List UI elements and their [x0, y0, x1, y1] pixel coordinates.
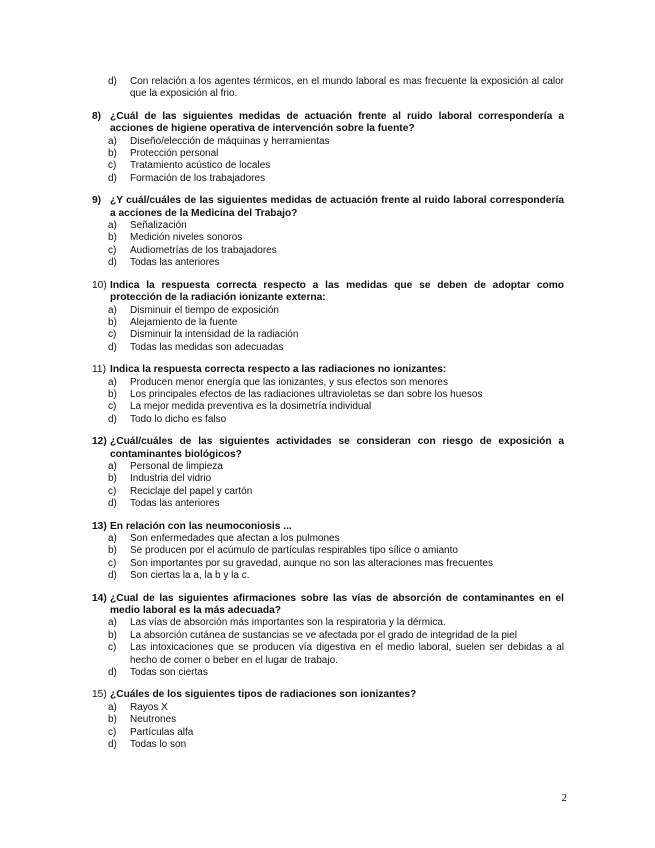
question-header	[92, 364, 564, 376]
option-item	[92, 389, 564, 401]
option-letter: d)	[108, 667, 117, 679]
option-text: Las vías de absorción más importantes son la respiratoria y la dérmica.	[130, 617, 446, 629]
option-text: Son enfermedades que afectan a los pulmones	[130, 533, 340, 544]
option-letter: a)	[108, 135, 117, 147]
option-letter: c)	[108, 329, 117, 341]
option-letter: d)	[108, 570, 117, 582]
option-text: Diseño/elección de máquinas y herramientas	[130, 135, 330, 147]
question-block	[92, 436, 564, 510]
option-text: Todas son ciertas	[130, 667, 208, 679]
question-text: Indica la respuesta correcta respecto a las medidas que se deben de adoptar como protección de la radiación ionizante externa:	[110, 279, 564, 304]
option-letter: b)	[108, 714, 117, 726]
option-item	[92, 461, 564, 473]
option-text: Los principales efectos de las radiaciones ultravioletas se dan sobre los huesos	[130, 388, 483, 400]
question-number: 14)	[92, 592, 107, 604]
option-letter: a)	[108, 460, 117, 472]
question-text: ¿Cuáles de los siguientes tipos de radiaciones son ionizantes?	[110, 689, 417, 701]
option-item	[92, 630, 564, 642]
option-item	[92, 305, 564, 317]
option-text: Todas las anteriores	[130, 257, 220, 269]
option-item	[92, 570, 564, 582]
option-text: Todas las medidas son adecuadas	[130, 341, 284, 353]
page-number: 2	[561, 792, 567, 804]
question-text: Indica la respuesta correcta respecto a las radiaciones no ionizantes:	[110, 364, 447, 376]
question-header	[92, 521, 564, 533]
option-text: Protección personal	[130, 148, 219, 160]
option-letter: c)	[108, 726, 117, 738]
question-block	[92, 689, 564, 751]
option-item	[92, 257, 564, 269]
question-header	[92, 593, 564, 618]
option-text: Señalización	[130, 220, 187, 232]
option-item	[92, 148, 564, 160]
option-letter: c)	[108, 557, 117, 569]
option-text: La absorción cutánea de sustancias se ve afectada por el grado de integridad de la piel	[130, 629, 517, 641]
option-text: Disminuir el tiempo de exposición	[130, 304, 279, 316]
option-item	[92, 136, 564, 148]
option-item	[92, 342, 564, 354]
option-letter: d)	[108, 76, 117, 87]
option-item	[92, 714, 564, 726]
option-item	[92, 414, 564, 426]
question-number: 9)	[92, 195, 102, 207]
option-text: Son importantes por su gravedad, aunque no son las alteraciones mas frecuentes	[130, 557, 493, 569]
option-item	[92, 220, 564, 232]
option-text: Todas lo son	[130, 739, 187, 751]
option-letter: b)	[108, 232, 117, 244]
option-text: Alejamiento de la fuente	[130, 316, 238, 328]
option-letter: a)	[108, 376, 117, 388]
question-number: 10)	[92, 279, 107, 291]
question-number: 8)	[92, 110, 102, 122]
option-text: Tratamiento acústico de locales	[130, 160, 271, 172]
option-item	[92, 498, 564, 510]
option-item	[92, 76, 564, 101]
option-item	[92, 545, 564, 557]
question-number: 15)	[92, 689, 107, 701]
option-letter: b)	[108, 545, 117, 557]
option-item	[92, 232, 564, 244]
option-text: Con relación a los agentes térmicos, en el mundo laboral es mas frecuente la exposición al calor que la exposición al frio.	[130, 76, 564, 100]
option-text: Las intoxicaciones que se producen vía digestiva en el medio laboral, suelen ser debidas a al hecho de comer o beber en el lugar de trabajo.	[130, 642, 564, 666]
question-text: En relación con las neumoconiosis ...	[110, 520, 292, 532]
question-header	[92, 689, 564, 701]
option-text: Formación de los trabajadores	[130, 172, 266, 184]
option-letter: b)	[108, 473, 117, 485]
option-letter: b)	[108, 388, 117, 400]
option-text: Partículas alfa	[130, 726, 194, 738]
option-item	[92, 473, 564, 485]
option-letter: b)	[108, 629, 117, 641]
question-text: ¿Cual de las siguientes afirmaciones sobre las vías de absorción de contaminantes en el medio laboral es la más adecuada?	[110, 592, 564, 617]
option-letter: a)	[108, 701, 117, 713]
option-item	[92, 617, 564, 629]
option-letter: d)	[108, 172, 117, 184]
option-text: Todo lo dicho es falso	[130, 413, 227, 425]
option-text: Son ciertas la a, la b y la c.	[130, 570, 250, 582]
question-block	[92, 364, 564, 426]
option-letter: c)	[108, 642, 117, 654]
option-text: Audiometrías de los trabajadores	[130, 244, 277, 256]
option-item	[92, 329, 564, 341]
question-number: 11)	[92, 364, 106, 376]
option-letter: d)	[108, 739, 117, 751]
question-block	[92, 195, 564, 269]
option-item	[92, 401, 564, 413]
question-block	[92, 521, 564, 583]
option-letter: c)	[108, 485, 117, 497]
option-item	[92, 727, 564, 739]
option-letter: c)	[108, 160, 117, 172]
option-letter: c)	[108, 401, 117, 413]
option-letter: b)	[108, 148, 117, 160]
option-item	[92, 160, 564, 172]
option-letter: a)	[108, 304, 117, 316]
option-letter: d)	[108, 341, 117, 353]
option-text: La mejor medida preventiva es la dosimetría individual	[130, 401, 372, 413]
option-letter: d)	[108, 413, 117, 425]
option-text: Rayos X	[130, 701, 168, 713]
option-item	[92, 667, 564, 679]
option-letter: d)	[108, 498, 117, 510]
question-header	[92, 280, 564, 305]
option-letter: a)	[108, 533, 117, 544]
option-item	[92, 317, 564, 329]
question-text: ¿Cuál de las siguientes medidas de actuación frente al ruido laboral correspondería a acciones de higiene operativa de intervención sobre la fuente?	[110, 110, 564, 135]
option-item	[92, 377, 564, 389]
option-text: Todas las anteriores	[130, 498, 220, 510]
continued-options	[92, 76, 564, 101]
option-letter: c)	[108, 244, 117, 256]
option-letter: a)	[108, 617, 117, 629]
option-item	[92, 173, 564, 185]
question-number: 13)	[92, 520, 107, 532]
question-header	[92, 436, 564, 461]
option-text: Medición niveles sonoros	[130, 232, 243, 244]
question-number: 12)	[92, 436, 107, 448]
question-header	[92, 111, 564, 136]
option-text: Reciclaje del papel y cartón	[130, 485, 253, 497]
question-text: ¿Y cuál/cuáles de las siguientes medidas de actuación frente al ruido laboral correspondería a acciones de la Medicina del Trabajo?	[110, 195, 564, 219]
option-item	[92, 702, 564, 714]
question-list	[92, 76, 564, 752]
question-text: ¿Cuál/cuáles de las siguientes actividades se consideran con riesgo de exposición a contaminantes biológicos?	[110, 436, 564, 460]
option-text: Producen menor energía que las ionizantes, y sus efectos son menores	[130, 376, 448, 388]
question-header	[92, 195, 564, 220]
option-item	[92, 245, 564, 257]
option-item	[92, 486, 564, 498]
option-text: Disminuir la intensidad de la radiación	[130, 329, 299, 341]
option-text: Personal de limpieza	[130, 460, 223, 472]
question-block	[92, 280, 564, 354]
question-block	[92, 111, 564, 185]
option-item	[92, 533, 564, 545]
option-text: Se producen por el acúmulo de partículas respirables tipo sílice o amianto	[130, 545, 458, 557]
option-letter: a)	[108, 220, 117, 232]
option-item	[92, 739, 564, 751]
option-letter: b)	[108, 316, 117, 328]
option-letter: d)	[108, 257, 117, 269]
option-item	[92, 642, 564, 667]
option-item	[92, 558, 564, 570]
option-text: Neutrones	[130, 714, 177, 726]
question-block	[92, 593, 564, 680]
option-text: Industria del vidrio	[130, 473, 212, 485]
